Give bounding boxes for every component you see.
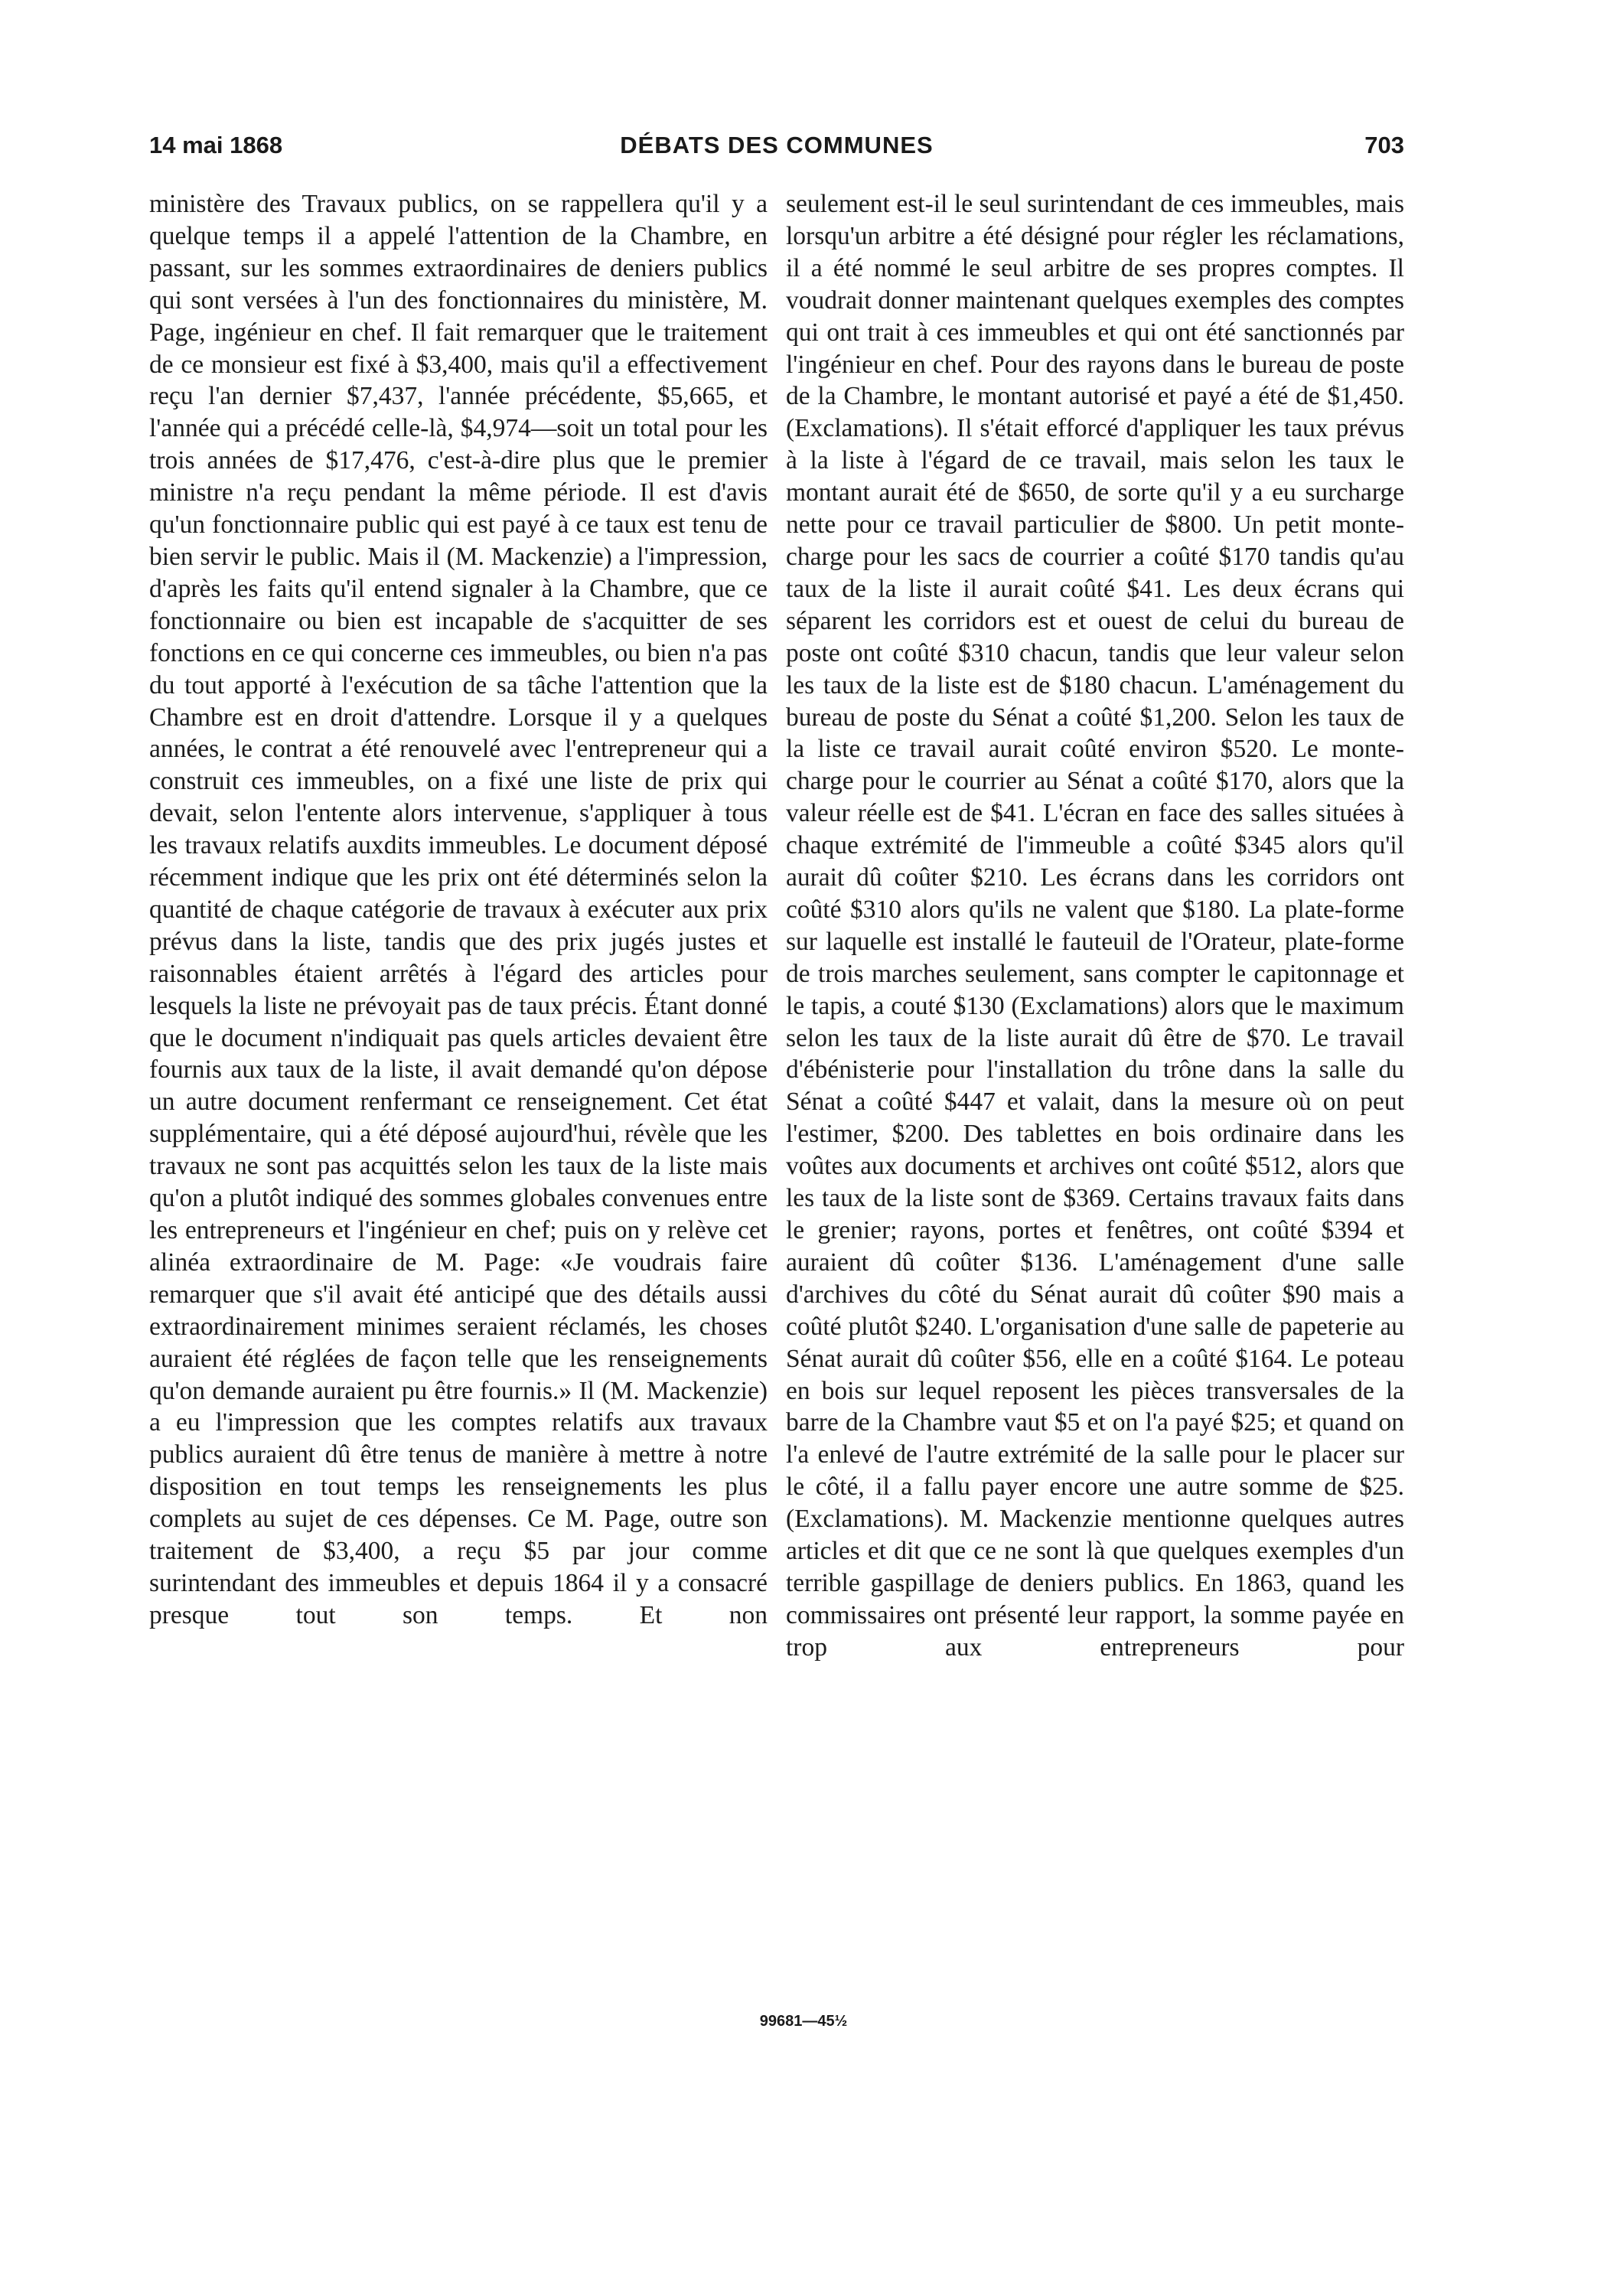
text-column-right (786, 188, 1404, 1664)
page-number: 703 (1364, 132, 1404, 158)
header-title: DÉBATS DES COMMUNES (620, 132, 934, 158)
paragraph-right: seulement est-il le seul surintendant de ces immeubles, mais lorsqu'un arbitre a été désigné pour régler les réclamations, il a été nommé le seul arbitre de ses propres comptes. Il voudrait donner maintenant quelques exemples des comptes qui ont trait à ces immeubles et qui ont été sanctionnés par l'ingénieur en chef. Pour des rayons dans le bureau de poste de la Chambre, le montant autorisé et payé a été de $1,450. (Exclamations). Il s'était efforcé d'appliquer les taux prévus à la liste à l'égard de ce travail, mais selon les taux le montant aurait été de $650, de sorte qu'il y a eu surcharge nette pour ce travail particulier de $800. Un petit monte-charge pour les sacs de courrier a coûté $170 tandis qu'au taux de la liste il aurait coûté $41. Les deux écrans qui séparent les corridors est et ouest de celui du bureau de poste ont coûté $310 chacun, tandis que leur valeur selon les taux de la liste est de $180 chacun. L'aménagement du bureau de poste du Sénat a coûté $1,200. Selon les taux de la liste ce travail aurait coûté environ $520. Le monte-charge pour le courrier au Sénat a coûté $170, alors que la valeur réelle est de $41. L'écran en face des salles situées à chaque extrémité de l'immeuble a coûté $345 alors qu'il aurait dû coûter $210. Les écrans dans les corridors ont coûté $310 alors qu'ils ne valent que $180. La plate-forme sur laquelle est installé le fauteuil de l'Orateur, plate-forme de trois marches seulement, sans compter le capitonnage et le tapis, a couté $130 (Exclamations) alors que le maximum selon les taux de la liste aurait dû être de $70. Le travail d'ébénisterie pour l'installation du trône dans la salle du Sénat a coûté $447 et valait, dans la mesure où on peut l'estimer, $200. Des tablettes en bois ordinaire dans les voûtes aux documents et archives ont coûté $512, alors que les taux de la liste sont de $369. Certains travaux faits dans le grenier; rayons, portes et fenêtres, ont coûté $394 et auraient dû coûter $136. L'aménagement d'une salle d'archives du côté du Sénat aurait dû coûter $90 mais a coûté plutôt $240. L'organisation d'une salle de papeterie au Sénat aurait dû coûter $56, elle en a coûté $164. Le poteau en bois sur lequel reposent les pièces transversales de la barre de la Chambre vaut $5 et on l'a payé $25; et quand on l'a enlevé de l'autre extrémité de la salle pour le placer sur le côté, il a fallu payer encore une autre somme de $25. (Exclamations). M. Mackenzie mentionne quelques autres articles et dit que ce ne sont là que quelques exemples d'un terrible gaspillage de deniers publics. En 1863, quand les commissaires ont présenté leur rapport, la somme payée en trop aux entrepreneurs pour (786, 190, 1404, 1662)
text-column-left (149, 188, 768, 1632)
page-header (149, 132, 1404, 170)
paragraph-left: ministère des Travaux publics, on se rappellera qu'il y a quelque temps il a appelé l'attention de la Chambre, en passant, sur les sommes extraordinaires de deniers publics qui sont versées à l'un des fonctionnaires du ministère, M. Page, ingénieur en chef. Il fait remarquer que le traitement de ce monsieur est fixé à $3,400, mais qu'il a effectivement reçu l'an dernier $7,437, l'année précédente, $5,665, et l'année qui a précédé celle-là, $4,974—soit un total pour les trois années de $17,476, c'est-à-dire plus que le premier ministre n'a reçu pendant la même période. Il est d'avis qu'un fonctionnaire public qui est payé à ce taux est tenu de bien servir le public. Mais il (M. Mackenzie) a l'impression, d'après les faits qu'il entend signaler à la Chambre, que ce fonctionnaire ou bien est incapable de s'acquitter de ses fonctions en ce qui concerne ces immeubles, ou bien n'a pas du tout apporté à l'exécution de sa tâche l'attention que la Chambre est en droit d'attendre. Lorsque il y a quelques années, le contrat a été renouvelé avec l'entrepreneur qui a construit ces immeubles, on a fixé une liste de prix qui devait, selon l'entente alors intervenue, s'appliquer à tous les travaux relatifs auxdits immeubles. Le document déposé récemment indique que les prix ont été déterminés selon la quantité de chaque catégorie de travaux à exécuter aux prix prévus dans la liste, tandis que des prix jugés justes et raisonnables étaient arrêtés à l'égard des articles pour lesquels la liste ne prévoyait pas de taux précis. Étant donné que le document n'indiquait pas quels articles devaient être fournis aux taux de la liste, il avait demandé qu'on dépose un autre document renfermant ce renseignement. Cet état supplémentaire, qui a été déposé aujourd'hui, révèle que les travaux ne sont pas acquittés selon les taux de la liste mais qu'on a plutôt indiqué des sommes globales convenues entre les entrepreneurs et l'ingénieur en chef; puis on y relève cet alinéa extraordinaire de M. Page: «Je voudrais faire remarquer que s'il avait été anticipé que des détails aussi extraordinairement minimes seraient réclamés, les choses auraient été réglées de façon telle que les renseignements qu'on demande auraient pu être fournis.» Il (M. Mackenzie) a eu l'impression que les comptes relatifs aux travaux publics auraient dû être tenus de manière à mettre à notre disposition en tout temps les renseignements les plus complets au sujet de ces dépenses. Ce M. Page, outre son traitement de $3,400, a reçu $5 par jour comme surintendant des immeubles et depuis 1864 il y a consacré presque tout son temps. Et non (149, 190, 768, 1629)
header-date: 14 mai 1868 (149, 132, 283, 158)
printer-mark: 99681—45½ (759, 2013, 848, 2030)
